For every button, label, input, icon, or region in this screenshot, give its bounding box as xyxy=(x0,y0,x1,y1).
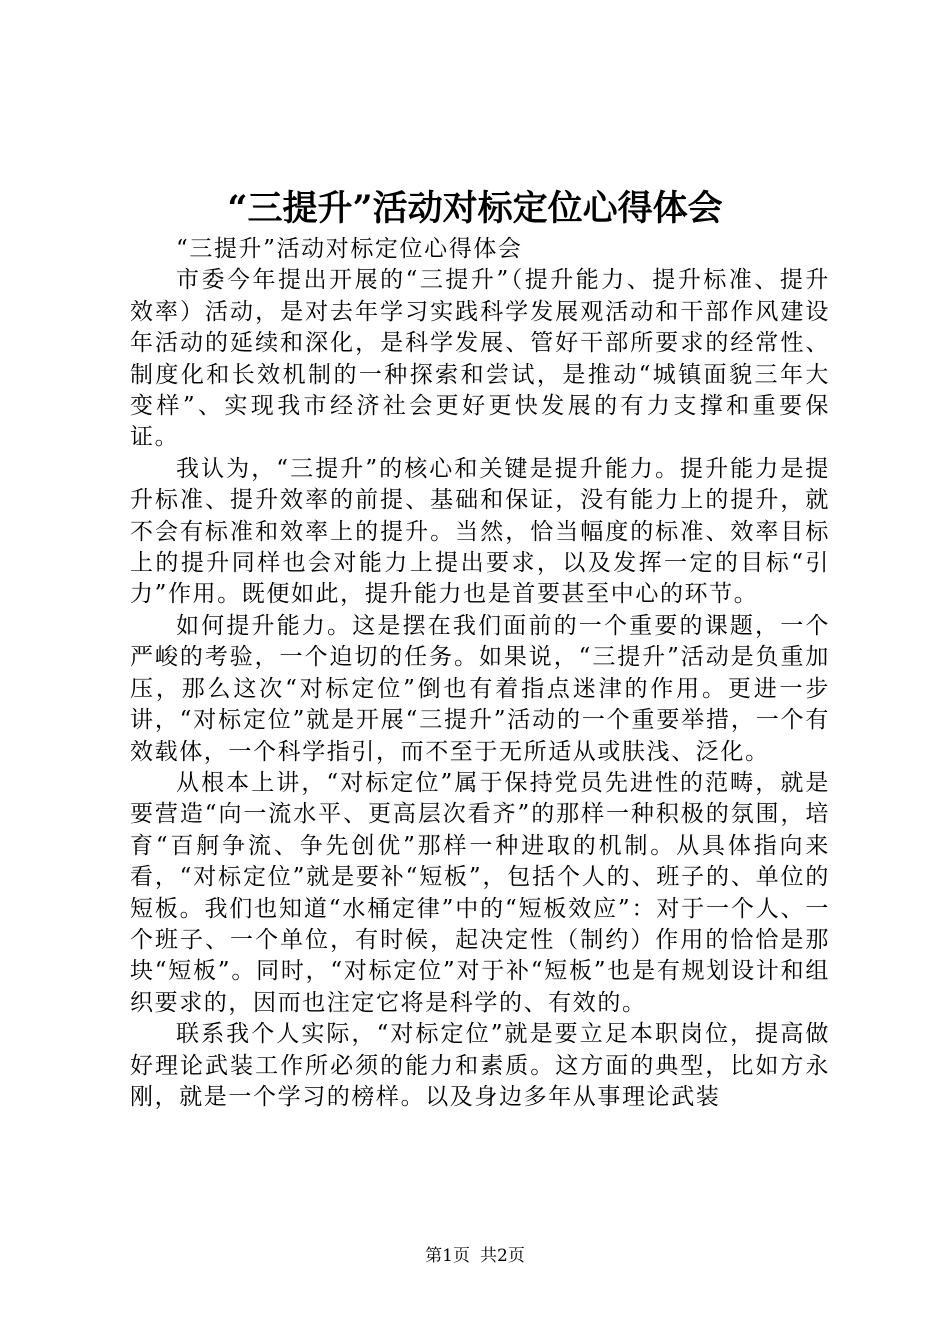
page-footer xyxy=(0,1245,950,1267)
document-title: “三提升”活动对标定位心得体会 xyxy=(227,188,723,229)
document-body xyxy=(130,234,830,1113)
body-paragraph: 联系我个人实际，“对标定位”就是要立足本职岗位，提高做好理论武装工作所必须的能力和素质。这方面的典型，比如方永刚，就是一个学习的榜样。以及身边多年从事理论武装 xyxy=(130,1021,830,1110)
body-paragraph: 市委今年提出开展的“三提升”（提升能力、提升标准、提升效率）活动，是对去年学习实践科学发展观活动和干部作风建设年活动的延续和深化，是科学发展、管好干部所要求的经常性、制度化和长效机制的一种探索和尝试，是推动“城镇面貌三年大变样”、实现我市经济社会更好更快发展的有力支撑和重要保证。 xyxy=(130,267,830,451)
body-paragraph: 如何提升能力。这是摆在我们面前的一个重要的课题，一个严峻的考验，一个迫切的任务。如果说，“三提升”活动是负重加压，那么这次“对标定位”倒也有着指点迷津的作用。更进一步讲，“对标定位”就是开展“三提升”活动的一个重要举措，一个有效载体，一个科学指引，而不至于无所适从或肤浅、泛化。 xyxy=(130,612,830,765)
body-paragraph: 我认为，“三提升”的核心和关键是提升能力。提升能力是提升标准、提升效率的前提、基础和保证，没有能力上的提升，就不会有标准和效率上的提升。当然，恰当幅度的标准、效率目标上的提升同样也会对能力上提出要求，以及发挥一定的目标“引力”作用。既便如此，提升能力也是首要甚至中心的环节。 xyxy=(130,455,830,608)
body-paragraph: “三提升”活动对标定位心得体会 xyxy=(176,236,523,262)
body-paragraph: 从根本上讲，“对标定位”属于保持党员先进性的范畴，就是要营造“向一流水平、更高层次看齐”的那样一种积极的氛围，培育“百舸争流、争先创优”那样一种进取的机制。从具体指向来看，“对标定位”就是要补“短板”，包括个人的、班子的、单位的短板。我们也知道“水桶定律”中的“短板效应”：对于一个人、一个班子、一个单位，有时候，起决定性（制约）作用的恰恰是那块“短板”。同时，“对标定位”对于补“短板”也是有规划设计和组织要求的，因而也注定它将是科学的、有效的。 xyxy=(130,769,830,1016)
page-number: 第1页 xyxy=(425,1246,470,1266)
page-total: 共2页 xyxy=(480,1246,525,1266)
